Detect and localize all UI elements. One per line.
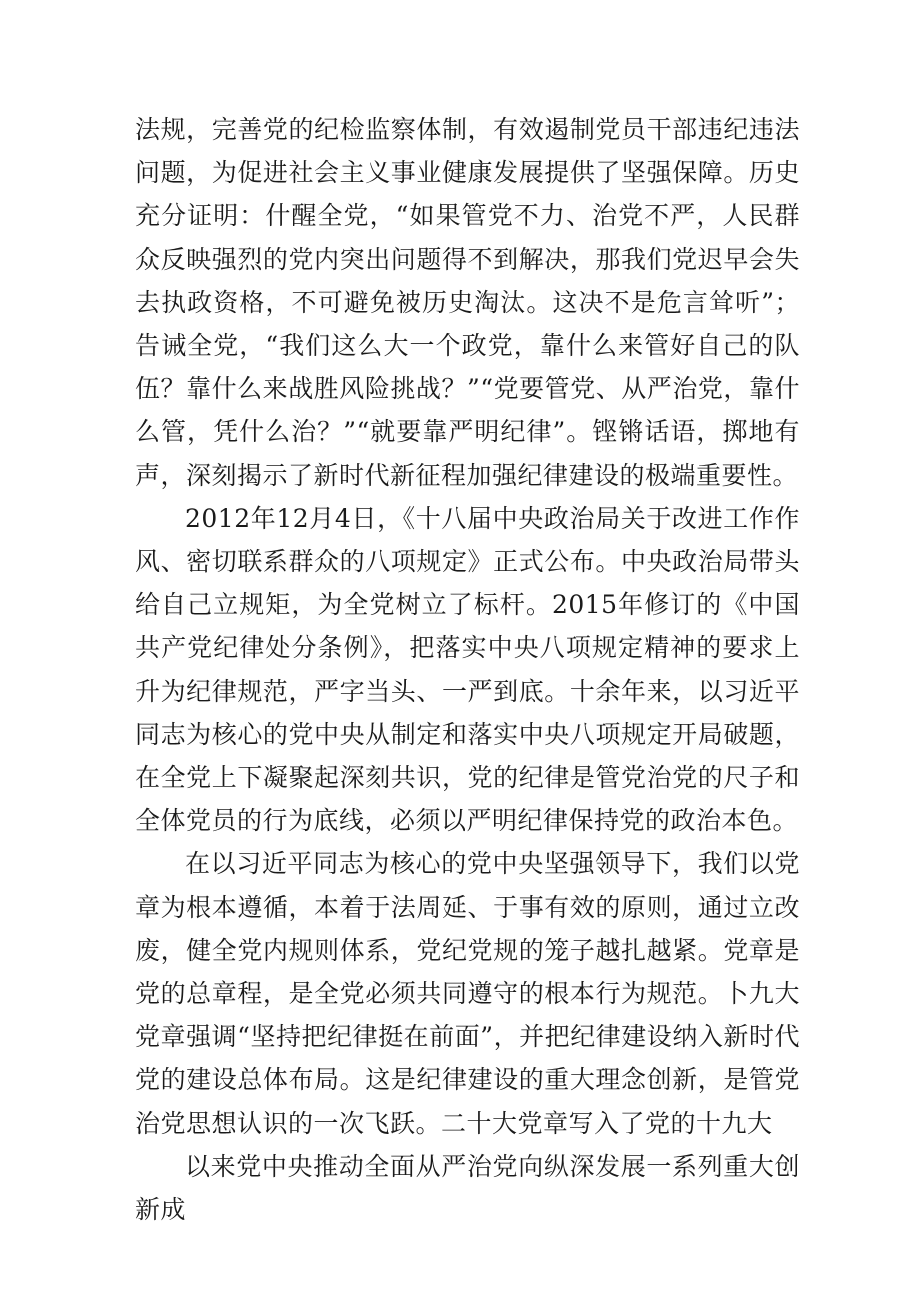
- paragraph-4: 以来党中央推动全面从严治党向纵深发展一系列重大创新成: [135, 1151, 800, 1225]
- paragraph-3: 在以习近平同志为核心的党中央坚强领导下，我们以党章为根本遵循，本着于法周延、于事有效的原则，通过立改废，健全党内规则体系，党纪党规的笼子越扎越紧。党章是党的总章程，是全党必须共同遵守的根本行为规范。卜九大党章强调“坚持把纪律挺在前面”，并把纪律建设纳入新时代党的建设总体布局。这是纪律建设的重大理念创新，是管党治党思想认识的一次飞跃。二十大党章写入了党的十九大: [135, 849, 800, 1138]
- document-body: [135, 108, 800, 1231]
- paragraph-2: 2012年12月4日，《十八届中央政治局关于改进工作作风、密切联系群众的八项规定》正式公布。中央政治局带头给自己立规矩，为全党树立了标杆。2015年修订的《中国共产党纪律处分条例》，把落实中央八项规定精神的要求上升为纪律规范，严字当头、一严到底。十余年来，以习近平同志为核心的党中央从制定和落实中央八项规定开局破题，在全党上下凝聚起深刻共识，党的纪律是管党治党的尺子和全体党员的行为底线，必须以严明纪律保持党的政治本色。: [135, 503, 800, 836]
- paragraph-1: 法规，完善党的纪检监察体制，有效遏制党员干部违纪违法问题，为促进社会主义事业健康发展提供了坚强保障。历史充分证明：什醒全党，“如果管党不力、治党不严，人民群众反映强烈的党内突出问题得不到解决，那我们党迟早会失去执政资格，不可避免被历史淘汰。这决不是危言耸听”；告诫全党，“我们这么大一个政党，靠什么来管好自己的队伍？靠什么来战胜风险挑战？”“党要管党、从严治党，靠什么管，凭什么治？”“就要靠严明纪律”。铿锵话语，掷地有声，深刻揭示了新时代新征程加强纪律建设的极端重要性。: [135, 115, 800, 490]
